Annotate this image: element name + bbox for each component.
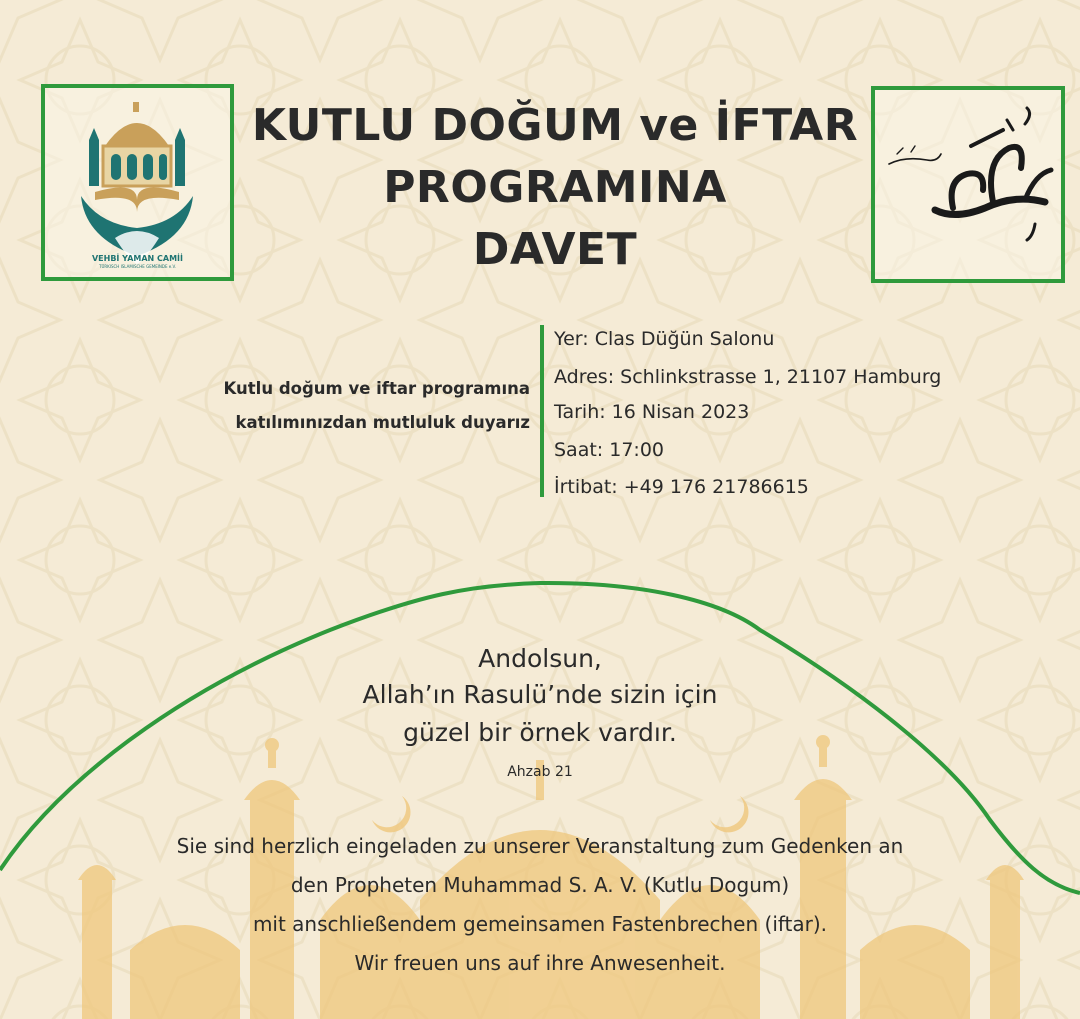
logo-caption: VEHBİ YAMAN CAMİİ	[91, 254, 184, 263]
logo-frame	[41, 84, 234, 281]
info-time: Saat: 17:00	[554, 439, 664, 461]
info-address: Adres: Schlinkstrasse 1, 21107 Hamburg	[554, 366, 942, 388]
german-line-1: Sie sind herzlich eingeladen zu unserer Veranstaltung zum Gedenken an	[176, 834, 904, 858]
welcome-line-2: katılımınızdan mutluluk duyarız	[235, 413, 530, 432]
welcome-line-1: Kutlu doğum ve iftar programına	[223, 379, 530, 398]
info-venue: Yer: Clas Düğün Salonu	[554, 328, 775, 350]
calligraphy-frame	[871, 86, 1065, 283]
quote-line-2: Allah’ın Rasulü’nde sizin için	[362, 680, 718, 709]
info-date: Tarih: 16 Nisan 2023	[554, 401, 750, 423]
title-line-2: PROGRAMINA	[383, 162, 727, 213]
muhammad-calligraphy-icon	[875, 90, 1061, 279]
logo-subcaption: TÜRKISCH ISLAMISCHE GEMEINDE e.V.	[99, 264, 176, 269]
info-contact: İrtibat: +49 176 21786615	[554, 476, 809, 498]
title-line-3: DAVET	[472, 224, 638, 275]
title-line-1: KUTLU DOĞUM ve İFTAR	[251, 100, 859, 151]
info-divider	[540, 325, 544, 497]
german-line-3: mit anschließendem gemeinsamen Fastenbrechen (iftar).	[252, 912, 828, 936]
quote-line-3: güzel bir örnek vardır.	[403, 718, 677, 747]
mosque-logo-icon	[45, 88, 230, 277]
german-line-4: Wir freuen uns auf ihre Anwesenheit.	[354, 951, 726, 975]
german-line-2: den Propheten Muhammad S. A. V. (Kutlu Dogum)	[290, 873, 790, 897]
quote-line-1: Andolsun,	[478, 644, 602, 673]
quote-source: Ahzab 21	[507, 764, 573, 780]
